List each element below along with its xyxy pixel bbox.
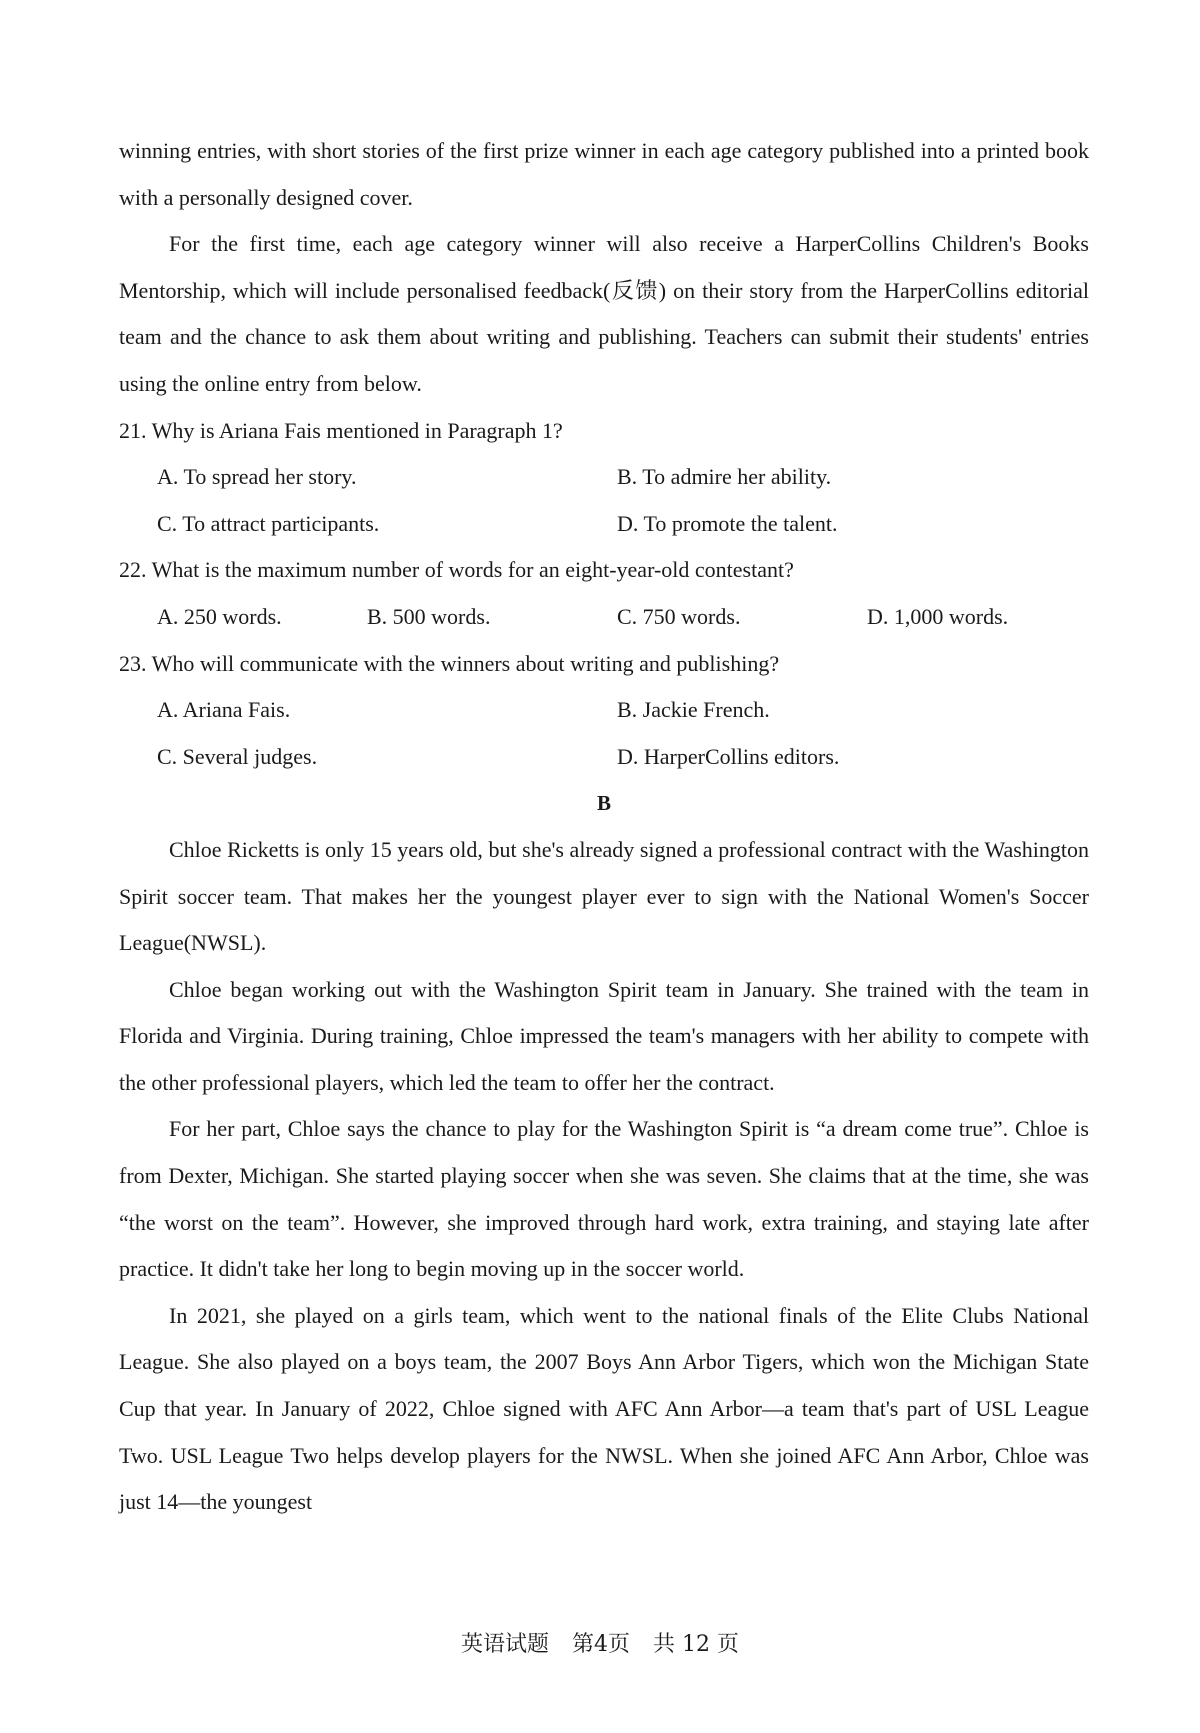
paragraph-b-4: In 2021, she played on a girls team, which went to the national finals of the Elite Clubs National League. She also played on a boys team, the 2007 Boys Ann Arbor Tigers, which won the Michigan State Cup that year. In January of 2022, Chloe signed with AFC Ann Arbor—a team that's part of USL League Two. USL League Two helps develop players for the NWSL. When she joined AFC Ann Arbor, Chloe was just 14—the youngest: [119, 1302, 1089, 1515]
options: [119, 687, 1089, 780]
option-d: D. To promote the talent.: [617, 510, 838, 536]
footer-page-number: 第4页: [572, 1632, 631, 1657]
paragraph-a-continuation: winning entries, with short stories of the first prize winner in each age category published into a printed book with a personally designed cover.: [119, 138, 1089, 210]
option-c: C. 750 words.: [617, 603, 741, 629]
footer-total-pages: 共 12 页: [653, 1632, 739, 1657]
option-c: C. To attract participants.: [157, 510, 380, 536]
option-a: A. To spread her story.: [157, 464, 357, 490]
option-a: A. 250 words.: [157, 603, 282, 629]
footer-subject: 英语试题: [461, 1632, 550, 1657]
question-21: [119, 408, 1089, 548]
question-23: [119, 641, 1089, 781]
section-b-heading: B: [596, 791, 611, 816]
paragraph-b-3: For her part, Chloe says the chance to play for the Washington Spirit is “a dream come true”. Chloe is from Dexter, Michigan. She started playing soccer when she was seven. She claims that at the time, she was “the worst on the team”. However, she improved through hard work, extra training, and staying late after practice. It didn't take her long to begin moving up in the soccer world.: [119, 1116, 1089, 1282]
page-footer: [0, 1630, 1200, 1660]
option-a: A. Ariana Fais.: [157, 697, 291, 723]
paragraph-b-2: Chloe began working out with the Washington Spirit team in January. She trained with the team in Florida and Virginia. During training, Chloe impressed the team's managers with her ability to compete with the other professional players, which led the team to offer her the contract.: [119, 976, 1089, 1095]
option-b: B. To admire her ability.: [617, 464, 832, 490]
option-b: B. 500 words.: [367, 603, 491, 629]
question-22: [119, 547, 1089, 640]
options: [119, 454, 1089, 547]
option-d: D. 1,000 words.: [867, 603, 1009, 629]
paragraph-b-1: Chloe Ricketts is only 15 years old, but she's already signed a professional contract with the Washington Spirit soccer team. That makes her the youngest player ever to sign with the National Women's Soccer League(NWSL).: [119, 836, 1089, 956]
option-d: D. HarperCollins editors.: [617, 743, 840, 769]
page-content: [119, 128, 1089, 1526]
question-stem: 21. Why is Ariana Fais mentioned in Paragraph 1?: [119, 417, 563, 443]
options: [119, 594, 1089, 641]
option-c: C. Several judges.: [157, 743, 318, 769]
option-b: B. Jackie French.: [617, 697, 770, 723]
paragraph-a-mentorship: For the first time, each age category winner will also receive a HarperCollins Children's Books Mentorship, which will include personalised feedback(反馈) on their story from the HarperCollins editorial team and the chance to ask them about writing and publishing. Teachers can submit their students' entries using the online entry from below.: [119, 231, 1089, 396]
question-stem: 22. What is the maximum number of words for an eight-year-old contestant?: [119, 557, 794, 583]
question-stem: 23. Who will communicate with the winners about writing and publishing?: [119, 650, 780, 676]
